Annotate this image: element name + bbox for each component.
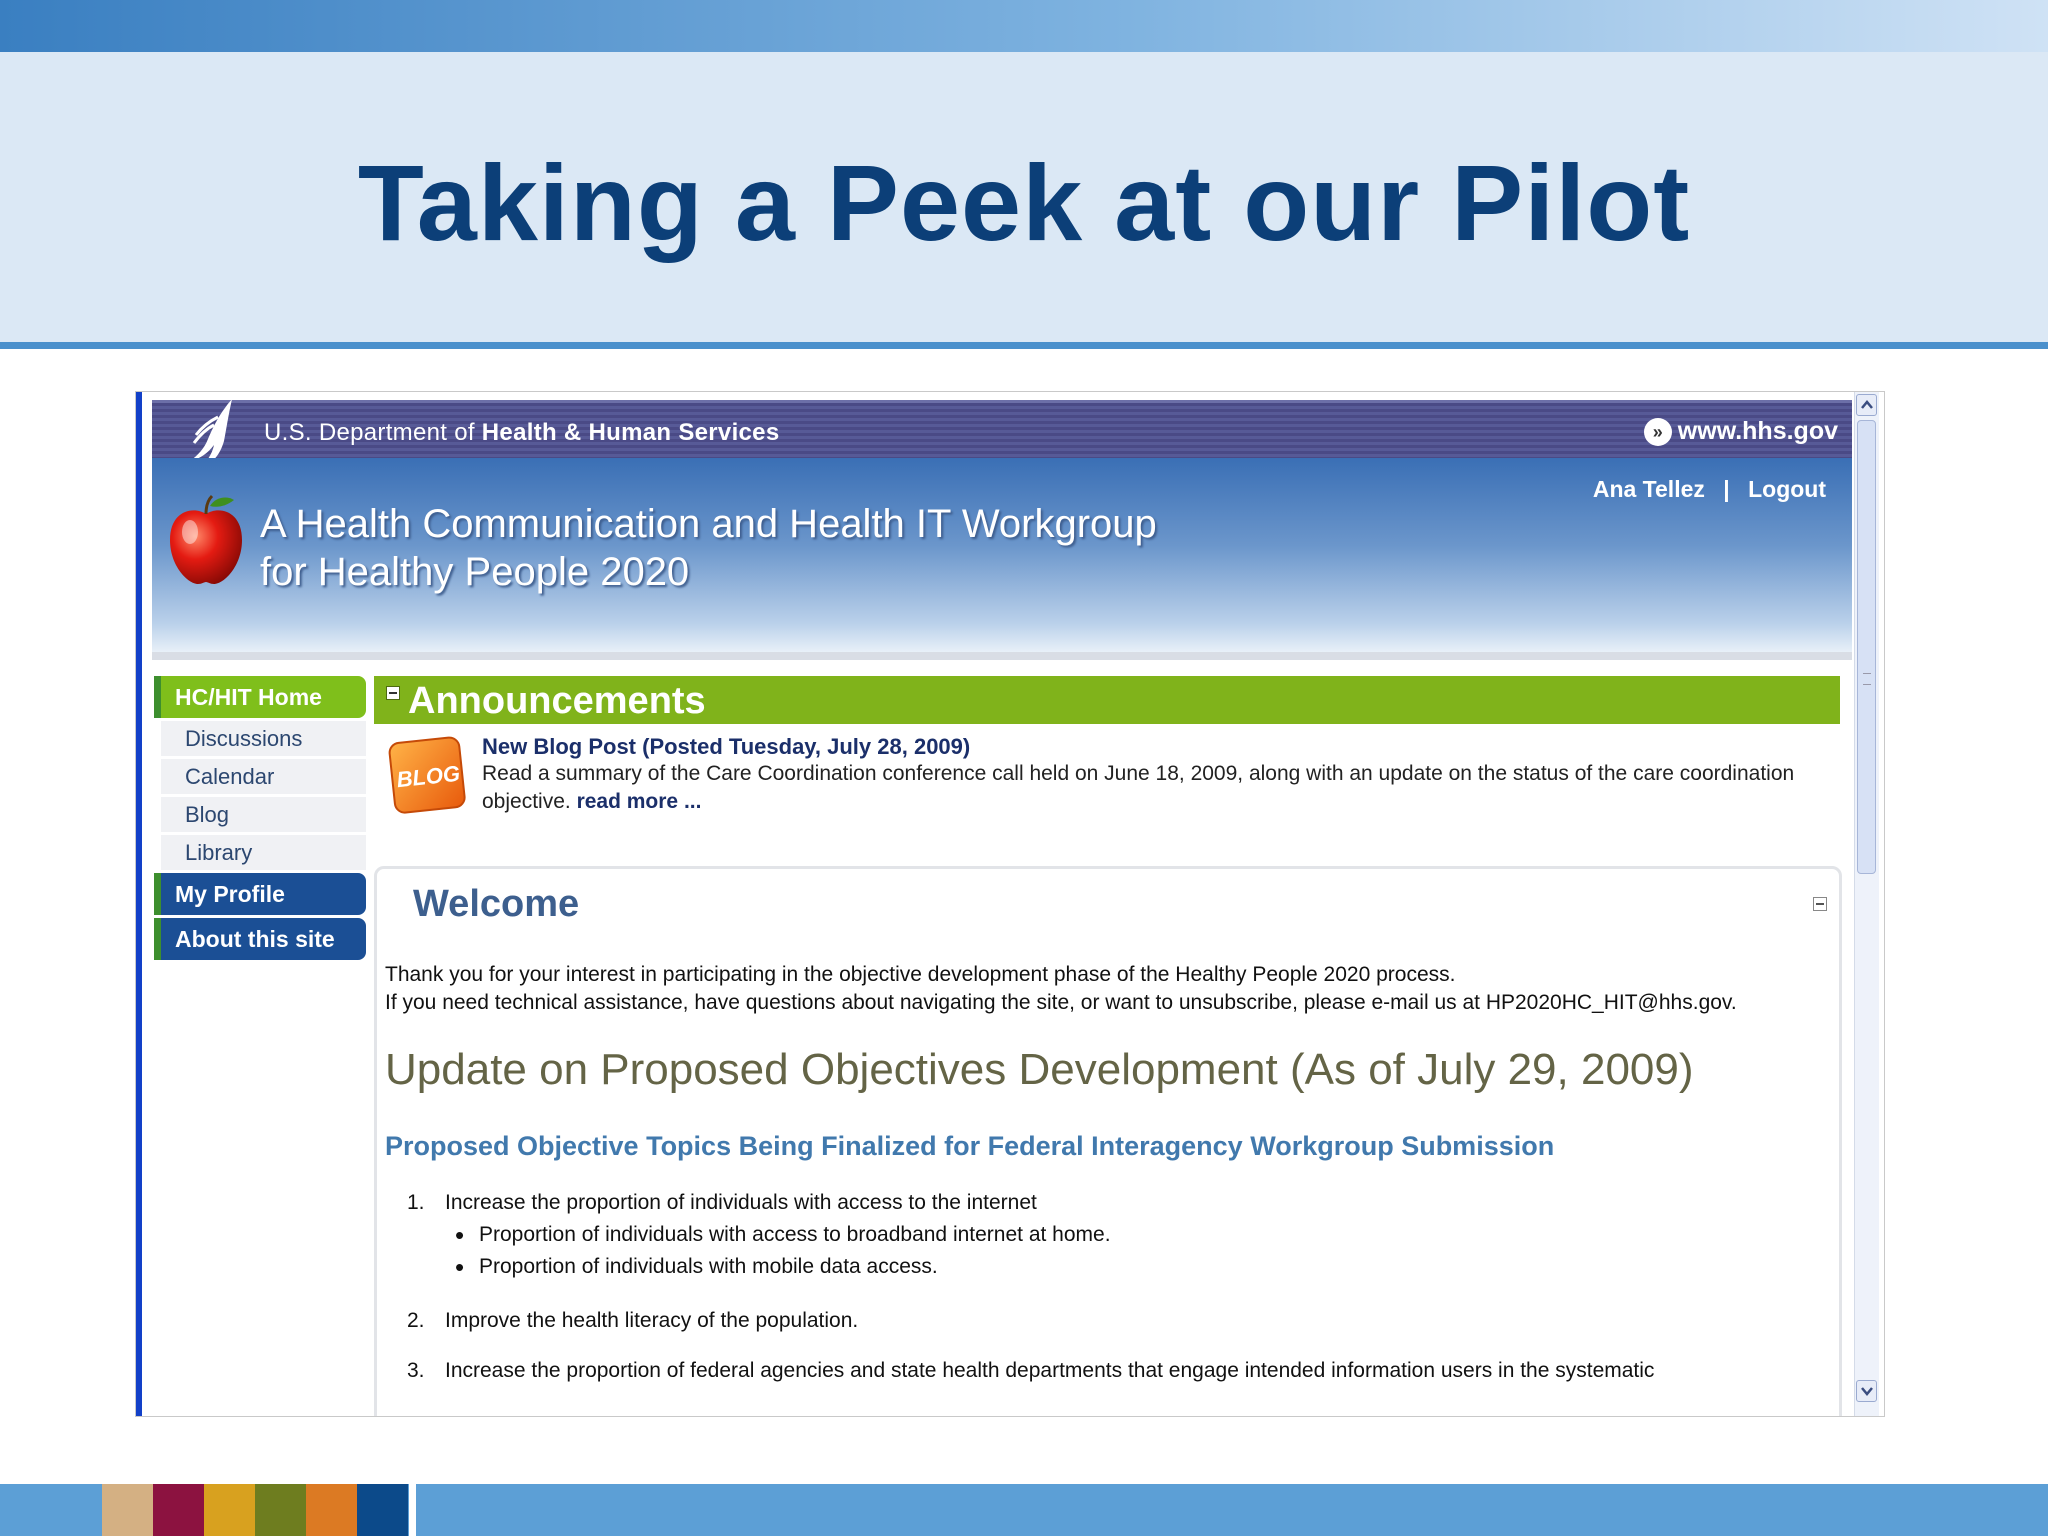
list-item [407, 1359, 1654, 1383]
site-banner [152, 458, 1852, 660]
blog-icon [386, 732, 470, 816]
objective-bullets [479, 1219, 1654, 1283]
blog-post-summary [482, 760, 1822, 816]
list-item-text: Increase the proportion of federal agencies and state health departments that engage intended information users in the systematic [445, 1359, 1655, 1382]
scroll-grip-icon [1863, 673, 1871, 685]
hhs-site-link[interactable] [1644, 417, 1838, 446]
vertical-scrollbar[interactable] [1854, 392, 1879, 1416]
svg-text:BLOG: BLOG [395, 760, 462, 793]
announcements-header [374, 676, 1840, 724]
hhs-site-link-text: www.hhs.gov [1677, 417, 1838, 445]
footer-divider [409, 1484, 416, 1536]
footer-swatch-gold [204, 1484, 255, 1536]
blog-post-body: Read a summary of the Care Coordination conference call held on June 18, 2009, along with an update on the status of the care coordination objective. [482, 762, 1795, 813]
footer-swatch-navy [357, 1484, 408, 1536]
list-item-number: 3. [407, 1359, 425, 1382]
site-title [260, 500, 1157, 596]
announcements-title: Announcements [408, 680, 706, 722]
hhs-header-bar [152, 400, 1852, 461]
welcome-intro-line1: Thank you for your interest in participating in the objective development phase of the Healthy People 2020 process. [385, 963, 1456, 986]
welcome-intro-line2: If you need technical assistance, have questions about navigating the site, or want to unsubscribe, please e-mail us at HP2020HC_HIT@hhs.gov. [385, 991, 1737, 1014]
logout-link[interactable]: Logout [1748, 476, 1826, 502]
footer-swatch-orange [306, 1484, 357, 1536]
nav-item-discussions[interactable]: Discussions [161, 721, 366, 759]
welcome-panel [374, 866, 1842, 1416]
scroll-up-icon[interactable] [1856, 394, 1877, 416]
footer-swatch-olive [255, 1484, 306, 1536]
bullet-item: • Proportion of individuals with mobile data access. [479, 1251, 1654, 1283]
user-links-separator: | [1723, 476, 1730, 502]
welcome-title: Welcome [413, 883, 580, 925]
slide-title: Taking a Peek at our Pilot [357, 142, 1691, 263]
objectives-list [407, 1191, 1654, 1409]
scroll-thumb[interactable] [1857, 420, 1876, 874]
slide-top-band [0, 0, 2048, 52]
list-item-text: Increase the proportion of individuals with access to the internet [445, 1191, 1037, 1214]
nav-item-blog[interactable]: Blog [161, 797, 366, 835]
user-name-link[interactable]: Ana Tellez [1592, 476, 1705, 502]
site-title-line2: for Healthy People 2020 [260, 550, 690, 594]
browser-screenshot [136, 392, 1884, 1416]
hhs-name: Health & Human Services [481, 419, 780, 446]
nav-home[interactable]: HC/HIT Home [154, 676, 366, 718]
scroll-down-icon[interactable] [1856, 1380, 1877, 1402]
bullet-item: • Proportion of individuals with access to broadband internet at home. [479, 1219, 1654, 1251]
user-links [1587, 476, 1832, 503]
footer-swatch-maroon [153, 1484, 204, 1536]
collapse-announcements-icon[interactable] [386, 686, 400, 700]
nav-item-calendar[interactable]: Calendar [161, 759, 366, 797]
list-item [407, 1309, 1654, 1333]
objectives-subheading: Proposed Objective Topics Being Finalized for Federal Interagency Workgroup Submission [385, 1131, 1555, 1161]
read-more-link[interactable]: read more ... [576, 790, 702, 813]
hhs-department-label [264, 419, 779, 447]
welcome-intro [385, 961, 1737, 1017]
apple-icon [164, 494, 248, 586]
list-item-number: 2. [407, 1309, 425, 1332]
sidebar-nav [154, 676, 366, 963]
list-item-number: 1. [407, 1191, 425, 1214]
nav-about-site[interactable]: About this site [154, 918, 366, 960]
footer-swatch-tan [102, 1484, 153, 1536]
hhs-prefix: U.S. Department of [264, 419, 475, 446]
double-chevron-right-icon: » [1644, 418, 1672, 446]
nav-item-library[interactable]: Library [161, 835, 366, 873]
blog-post-title[interactable]: New Blog Post (Posted Tuesday, July 28, 2009) [482, 734, 971, 759]
nav-my-profile[interactable]: My Profile [154, 873, 366, 915]
list-item-text: Improve the health literacy of the population. [445, 1309, 859, 1332]
site-title-line1: A Health Communication and Health IT Workgroup [260, 502, 1157, 546]
list-item [407, 1191, 1654, 1283]
update-heading: Update on Proposed Objectives Development (As of July 29, 2009) [385, 1045, 1694, 1094]
collapse-icon[interactable] [1813, 897, 1827, 911]
